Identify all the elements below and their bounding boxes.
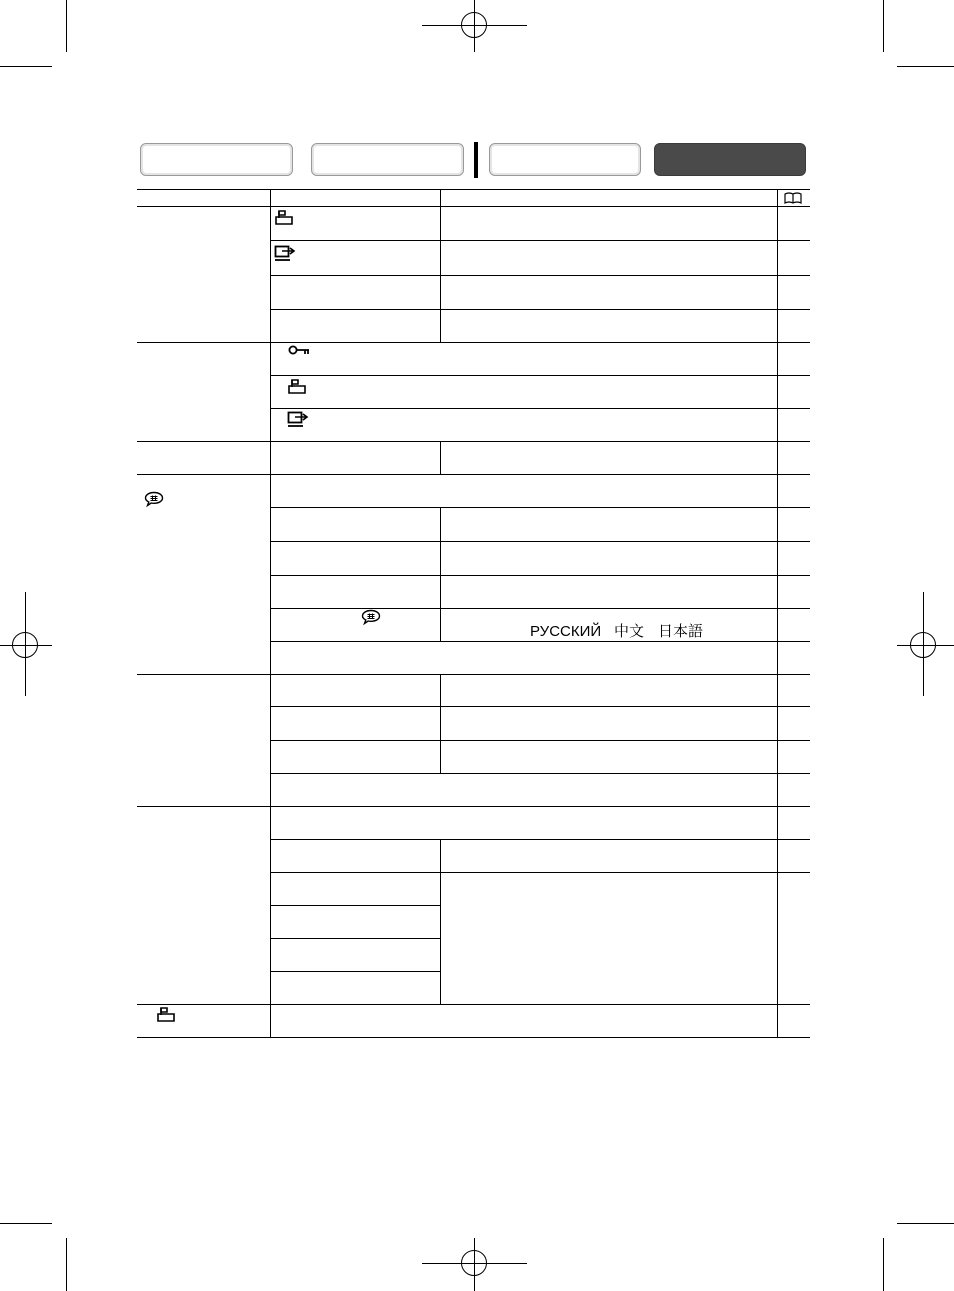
print-icon xyxy=(275,210,293,226)
language-chinese: 中文 xyxy=(614,623,645,640)
tab-1 xyxy=(140,143,293,176)
print-icon xyxy=(157,1007,175,1023)
tab-2 xyxy=(311,143,464,176)
direct-transfer-icon xyxy=(287,411,311,428)
tab-4-active xyxy=(654,143,806,176)
language-japanese: 日本語 xyxy=(658,623,704,640)
tab-3 xyxy=(489,143,641,176)
tab-separator xyxy=(474,142,478,178)
protect-key-icon xyxy=(288,345,310,356)
print-icon xyxy=(288,379,306,395)
direct-transfer-icon xyxy=(274,245,298,262)
language-icon xyxy=(144,491,164,507)
language-russian: РУССКИЙ xyxy=(530,623,602,640)
language-icon xyxy=(361,609,381,625)
book-icon xyxy=(784,192,802,204)
